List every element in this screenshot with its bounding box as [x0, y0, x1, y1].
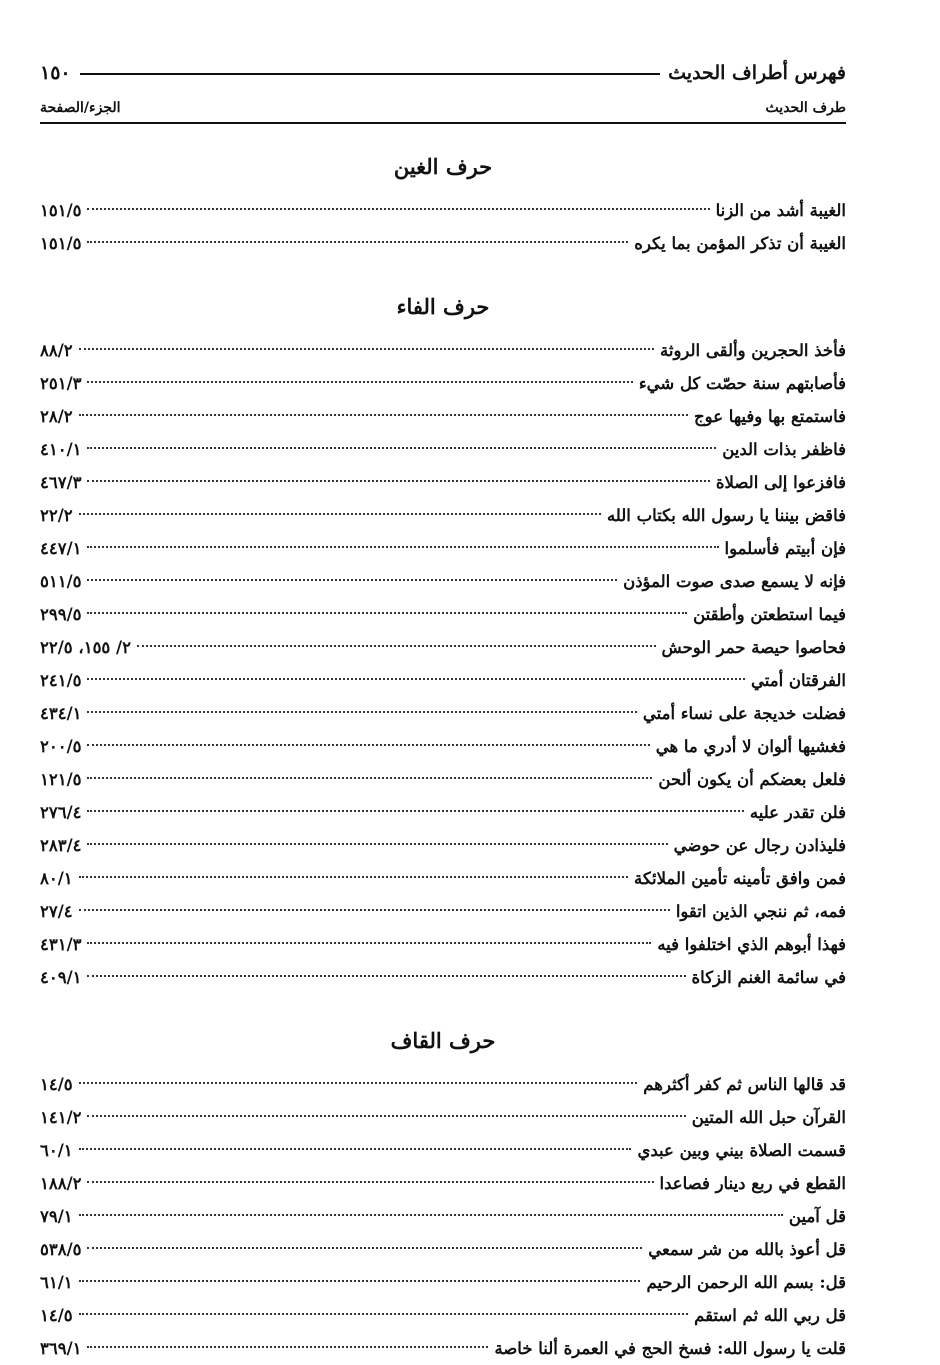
leader-dots — [87, 447, 716, 449]
section-ghayn — [40, 152, 846, 260]
index-entry — [40, 796, 846, 829]
entry-text: الغيبة أن تذكر المؤمن بما يكره — [634, 234, 846, 253]
entry-reference: ٢٥١/٣ — [40, 374, 82, 393]
entry-text: القرآن حبل الله المتين — [691, 1108, 846, 1127]
index-entry — [40, 598, 846, 631]
leader-dots — [87, 612, 687, 614]
entry-reference: ٤٠٩/١ — [40, 968, 82, 987]
leader-dots — [79, 1148, 632, 1150]
index-entry — [40, 565, 846, 598]
entry-text: فحاصوا حيصة حمر الوحش — [661, 638, 846, 657]
column-heading-volume-page: الجزء/الصفحة — [40, 100, 121, 116]
entry-text: فاقض بيننا يا رسول الله بكتاب الله — [606, 506, 846, 525]
entry-text: القطع في ربع دينار فصاعدا — [659, 1174, 846, 1193]
index-entry — [40, 1266, 846, 1299]
entry-text: فإن أبيتم فأسلموا — [724, 539, 846, 558]
index-entry — [40, 400, 846, 433]
entry-reference: ١٥١/٥ — [40, 201, 82, 220]
entry-text: قل آمين — [788, 1207, 846, 1226]
entry-reference: ٧٩/١ — [40, 1207, 73, 1226]
entry-text: فأخذ الحجرين وألقى الروثة — [660, 341, 846, 360]
entry-text: فهذا أبوهم الذي اختلفوا فيه — [657, 935, 846, 954]
entry-reference: ٦١/١ — [40, 1273, 73, 1292]
leader-dots — [87, 1181, 653, 1183]
index-entry — [40, 433, 846, 466]
index-entry — [40, 1134, 846, 1167]
entry-text: في سائمة الغنم الزكاة — [691, 968, 846, 987]
page-number: ١٥٠ — [40, 58, 79, 88]
entry-text: قد قالها الناس ثم كفر أكثرهم — [643, 1075, 846, 1094]
leader-dots — [87, 975, 685, 977]
index-entry — [40, 1068, 846, 1101]
leader-dots — [87, 942, 651, 944]
index-entry — [40, 1167, 846, 1200]
column-heading-hadith: طرف الحديث — [765, 100, 846, 116]
index-entry — [40, 1299, 846, 1332]
index-entry — [40, 1200, 846, 1233]
index-entry — [40, 961, 846, 994]
entry-reference: ٤٦٧/٣ — [40, 473, 82, 492]
leader-dots — [79, 1082, 638, 1084]
section-title: حرف الفاء — [396, 294, 490, 319]
index-entry — [40, 1233, 846, 1266]
entry-reference: ٢٨/٢ — [40, 407, 73, 426]
entry-reference: ٢٧/٤ — [40, 902, 73, 921]
leader-dots — [87, 1346, 488, 1348]
leader-dots — [87, 744, 649, 746]
leader-dots — [87, 546, 718, 548]
entry-reference: ٢٨٣/٤ — [40, 836, 82, 855]
entry-reference: ٢٩٩/٥ — [40, 605, 82, 624]
entry-reference: ٤٤٧/١ — [40, 539, 82, 558]
entry-reference: ١٤/٥ — [40, 1075, 73, 1094]
index-entry — [40, 1101, 846, 1134]
header-rule — [80, 73, 696, 75]
leader-dots — [137, 645, 656, 647]
index-entry — [40, 895, 846, 928]
column-headings — [40, 92, 846, 124]
entry-reference: ٢٠٠/٥ — [40, 737, 82, 756]
index-entry — [40, 664, 846, 697]
running-title: فهرس أطراف الحديث — [660, 58, 846, 88]
index-entry — [40, 466, 846, 499]
entry-reference: ١٢١/٥ — [40, 770, 82, 789]
entry-reference: ٢٧٦/٤ — [40, 803, 82, 822]
leader-dots — [87, 843, 667, 845]
index-page — [40, 58, 846, 1365]
leader-dots — [87, 208, 709, 210]
entry-reference: ٨٨/٢ — [40, 341, 73, 360]
index-entry — [40, 631, 846, 664]
index-entry — [40, 829, 846, 862]
entry-text: قلت يا رسول الله: فسخ الحج في العمرة ألنا خاصة — [494, 1339, 846, 1358]
index-entry — [40, 862, 846, 895]
entry-text: قل: بسم الله الرحمن الرحيم — [646, 1273, 846, 1292]
entry-reference: ٢/ ١٥٥، ٢٢/٥ — [40, 638, 131, 657]
index-entry — [40, 367, 846, 400]
entry-text: الفرقتان أمتي — [751, 671, 846, 690]
entry-text: فيما استطعتن وأطقتن — [693, 605, 846, 624]
entry-reference: ١٨٨/٢ — [40, 1174, 82, 1193]
leader-dots — [87, 480, 709, 482]
entry-reference: ١٥١/٥ — [40, 234, 82, 253]
entry-text: فلن تقدر عليه — [749, 803, 846, 822]
entry-reference: ١٤/٥ — [40, 1306, 73, 1325]
entry-text: فليذادن رجال عن حوضي — [673, 836, 846, 855]
entry-reference: ٤١٠/١ — [40, 440, 82, 459]
index-entry — [40, 763, 846, 796]
entry-reference: ٢٢/٢ — [40, 506, 73, 525]
leader-dots — [79, 1214, 783, 1216]
leader-dots — [87, 1115, 685, 1117]
entry-reference: ٦٠/١ — [40, 1141, 73, 1160]
entry-text: فأصابتهم سنة حصّت كل شيء — [638, 374, 846, 393]
index-entry — [40, 1332, 846, 1365]
leader-dots — [79, 513, 601, 515]
leader-dots — [87, 241, 628, 243]
entry-text: فإنه لا يسمع صدى صوت المؤذن — [623, 572, 846, 591]
entry-text: فافزعوا إلى الصلاة — [715, 473, 846, 492]
entry-reference: ٥١١/٥ — [40, 572, 82, 591]
index-entry — [40, 194, 846, 227]
entry-text: فلعل بعضكم أن يكون ألحن — [658, 770, 846, 789]
entry-text: فضلت خديجة على نساء أمتي — [642, 704, 846, 723]
entry-reference: ٢٤١/٥ — [40, 671, 82, 690]
leader-dots — [87, 810, 743, 812]
entry-text: فمن وافق تأمينه تأمين الملائكة — [634, 869, 846, 888]
index-entry — [40, 928, 846, 961]
entry-reference: ١٤١/٢ — [40, 1108, 82, 1127]
entry-reference: ٥٣٨/٥ — [40, 1240, 82, 1259]
index-entry — [40, 227, 846, 260]
index-entry — [40, 499, 846, 532]
leader-dots — [87, 579, 617, 581]
leader-dots — [79, 414, 688, 416]
section-qaf — [40, 1026, 846, 1365]
leader-dots — [79, 909, 670, 911]
index-entry — [40, 334, 846, 367]
leader-dots — [79, 876, 628, 878]
entry-reference: ٤٣٤/١ — [40, 704, 82, 723]
section-title: حرف القاف — [390, 1028, 496, 1053]
leader-dots — [87, 777, 652, 779]
index-entry — [40, 697, 846, 730]
entry-text: قل أعوذ بالله من شر سمعي — [648, 1240, 846, 1259]
entry-text: قسمت الصلاة بيني وبين عبدي — [637, 1141, 846, 1160]
entry-text: فغشيها ألوان لا أدري ما هي — [655, 737, 846, 756]
leader-dots — [87, 381, 632, 383]
leader-dots — [79, 348, 654, 350]
entry-text: فاستمتع بها وفيها عوج — [694, 407, 846, 426]
entry-reference: ٣٦٩/١ — [40, 1339, 82, 1358]
leader-dots — [87, 678, 745, 680]
index-entry — [40, 730, 846, 763]
section-title: حرف الغين — [393, 154, 493, 179]
entry-text: فمه، ثم ننجي الذين اتقوا — [675, 902, 846, 921]
leader-dots — [87, 711, 636, 713]
entry-reference: ٨٠/١ — [40, 869, 73, 888]
entry-text: الغيبة أشد من الزنا — [715, 201, 846, 220]
entry-text: فاظفر بذات الدين — [722, 440, 846, 459]
running-header — [40, 58, 846, 92]
entry-reference: ٤٣١/٣ — [40, 935, 82, 954]
index-entry — [40, 532, 846, 565]
section-fa — [40, 292, 846, 994]
leader-dots — [79, 1313, 688, 1315]
leader-dots — [87, 1247, 642, 1249]
leader-dots — [79, 1280, 641, 1282]
entry-text: قل ربي الله ثم استقم — [694, 1306, 846, 1325]
